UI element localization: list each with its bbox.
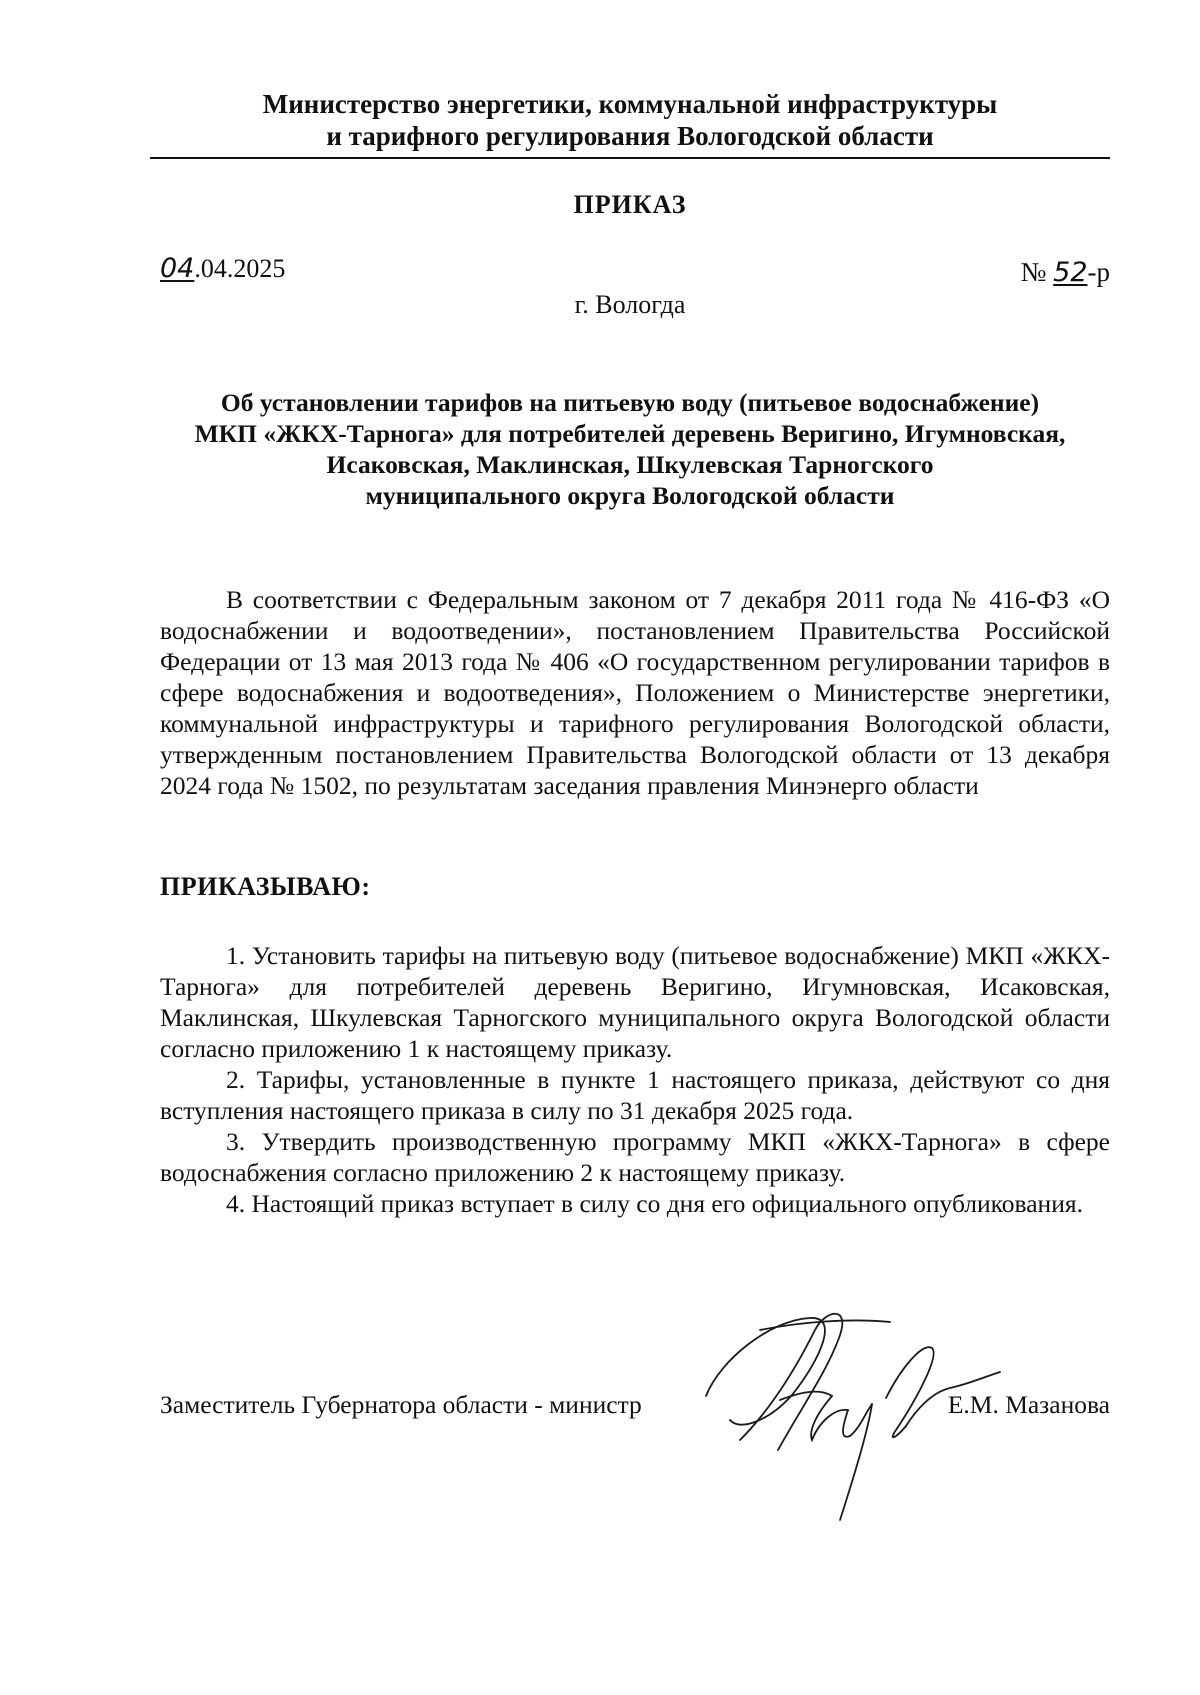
order-word: ПРИКАЗЫВАЮ: [160, 872, 371, 901]
subject-line-4: муниципального округа Вологодской области [365, 481, 895, 510]
number-prefix: № [1020, 257, 1047, 287]
subject-line-3: Исаковская, Маклинская, Шкулевская Тарногского [326, 450, 934, 479]
signatory-role: Заместитель Губернатора области - министр [160, 1390, 642, 1419]
subject-line-1: Об установлении тарифов на питьевую воду (питьевое водоснабжение) [220, 388, 1040, 417]
subject-line-2: МКП «ЖКХ-Тарнога» для потребителей деревень Веригино, Игумновская, [194, 419, 1066, 448]
document-number [1021, 257, 1110, 288]
order-items [160, 940, 1110, 1219]
document-type: ПРИКАЗ [573, 190, 687, 219]
signatory-name: Е.М. Мазанова [947, 1390, 1110, 1419]
date-rest: .04.2025 [194, 254, 286, 283]
ministry-line-2: и тарифного регулирования Вологодской области [326, 121, 934, 151]
date-day-handwritten: 04 [160, 253, 195, 284]
number-value-handwritten: 52 [1053, 257, 1088, 288]
order-item-4: 4. Настоящий приказ вступает в силу со дня его официального опубликования. [226, 1189, 1083, 1218]
document-subject [150, 387, 1110, 511]
order-item-1: 1. Установить тарифы на питьевую воду (питьевое водоснабжение) МКП «ЖКХ-Тарнога» для потребителей деревень Веригино, Игумновская, Исаковская, Маклинская, Шкулевская Тарногского муниципального округа Вологодской области согласно приложению 1 к настоящему приказу. [160, 941, 1110, 1063]
preamble-paragraph: В соответствии с Федеральным законом от 7 декабря 2011 года № 416-ФЗ «О водоснабжении и водоотведении», постановлением Правительства Российской Федерации от 13 мая 2013 года № 406 «О государственном регулировании тарифов в сфере водоснабжения и водоотведения», Положением о Министерстве энергетики, коммунальной инфраструктуры и тарифного регулирования Вологодской области, утвержденным постановлением Правительства Вологодской области от 13 декабря 2024 года № 1502, по результатам заседания правления Минэнерго области [160, 585, 1110, 800]
ministry-header [150, 88, 1110, 152]
city: г. Вологда [574, 290, 686, 319]
header-rule [150, 157, 1110, 159]
document-date [160, 253, 285, 284]
order-item-3: 3. Утвердить производственную программу МКП «ЖКХ-Тарнога» в сфере водоснабжения согласно приложению 2 к настоящему приказу. [160, 1127, 1110, 1187]
ministry-line-1: Министерство энергетики, коммунальной инфраструктуры [262, 89, 998, 119]
handwritten-signature [700, 1300, 1020, 1530]
order-item-2: 2. Тарифы, установленные в пункте 1 настоящего приказа, действуют со дня вступления настоящего приказа в силу по 31 декабря 2025 года. [160, 1065, 1110, 1125]
number-suffix: -р [1087, 257, 1110, 287]
